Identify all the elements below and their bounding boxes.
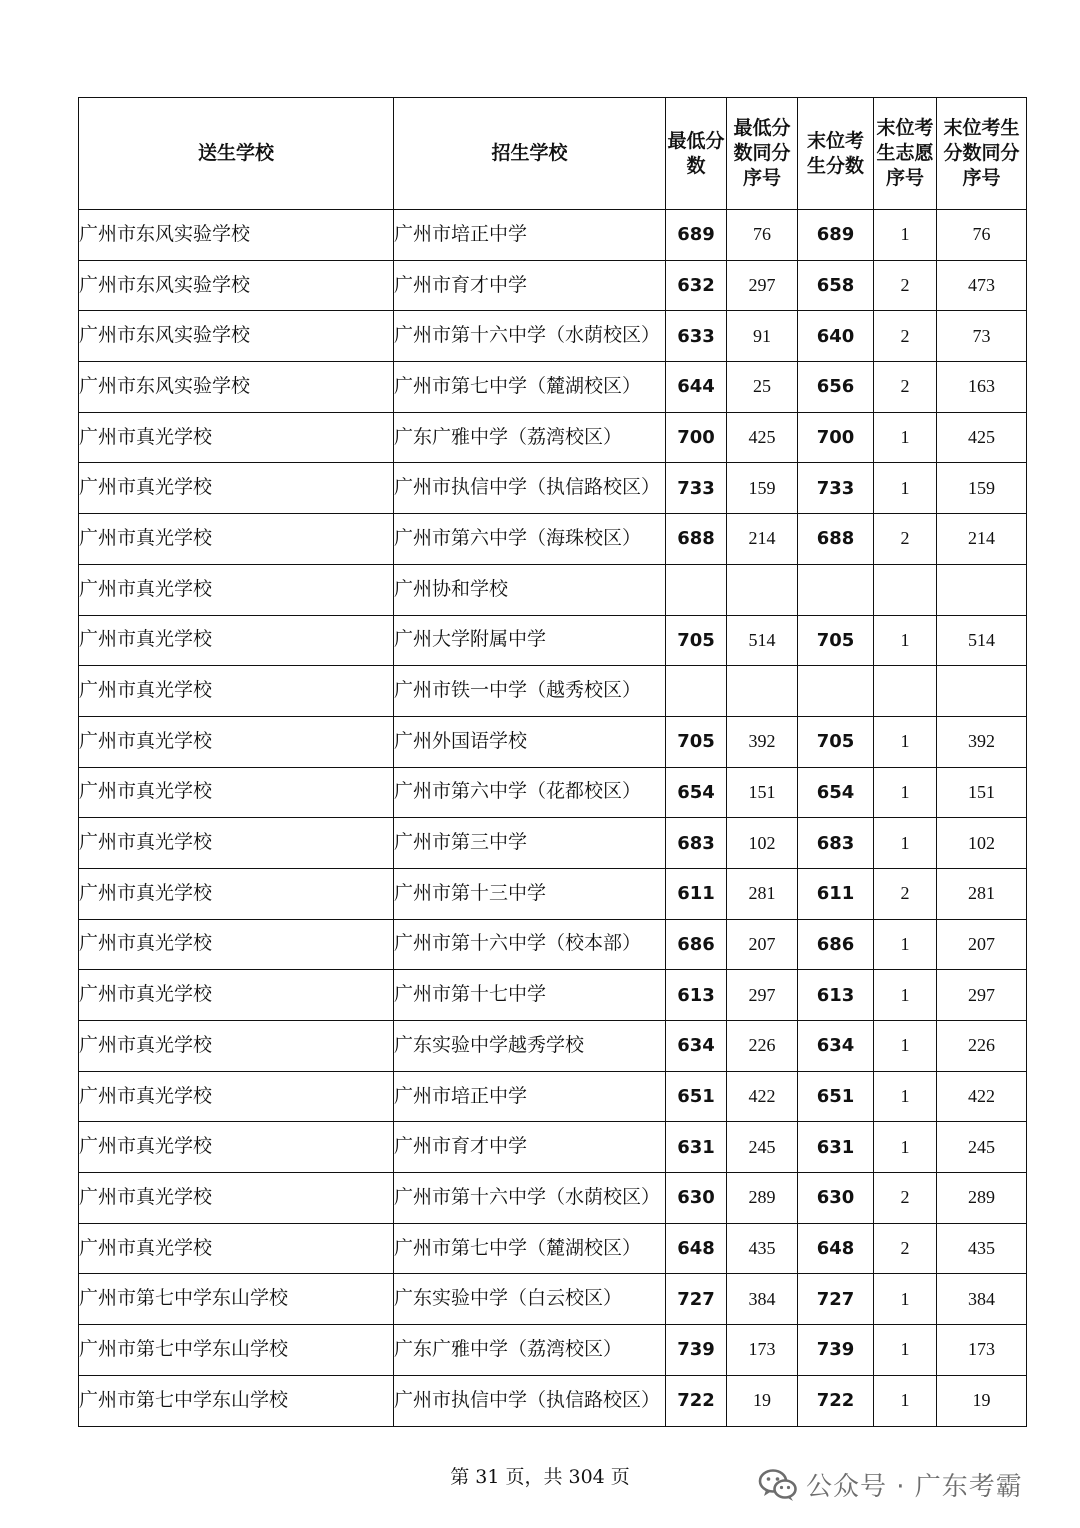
min-rank-cell: 384 bbox=[727, 1274, 798, 1325]
min-score-cell: 727 bbox=[666, 1274, 727, 1325]
recruiting-school-cell: 广州市第十六中学（水荫校区） bbox=[394, 311, 666, 362]
last-rank-cell: 514 bbox=[937, 615, 1027, 666]
table-row bbox=[79, 1274, 1027, 1325]
recruiting-school-cell: 广东广雅中学（荔湾校区） bbox=[394, 1325, 666, 1376]
recruiting-school-cell: 广州市第十三中学 bbox=[394, 868, 666, 919]
sender-school-cell: 广州市真光学校 bbox=[79, 970, 394, 1021]
last-score-cell: 686 bbox=[798, 919, 874, 970]
header-sender-school: 送生学校 bbox=[79, 98, 394, 210]
last-rank-cell: 435 bbox=[937, 1223, 1027, 1274]
sender-school-cell: 广州市真光学校 bbox=[79, 463, 394, 514]
sender-school-cell: 广州市真光学校 bbox=[79, 868, 394, 919]
sender-school-cell: 广州市真光学校 bbox=[79, 412, 394, 463]
last-score-cell bbox=[798, 666, 874, 717]
min-rank-cell: 297 bbox=[727, 970, 798, 1021]
min-rank-cell: 514 bbox=[727, 615, 798, 666]
wechat-icon bbox=[758, 1468, 798, 1502]
recruiting-school-cell: 广州大学附属中学 bbox=[394, 615, 666, 666]
recruiting-school-cell: 广州市培正中学 bbox=[394, 210, 666, 261]
min-score-cell bbox=[666, 666, 727, 717]
table-row bbox=[79, 919, 1027, 970]
table-row bbox=[79, 362, 1027, 413]
last-rank-cell: 207 bbox=[937, 919, 1027, 970]
min-rank-cell: 297 bbox=[727, 260, 798, 311]
table-row bbox=[79, 210, 1027, 261]
last-rank-cell: 226 bbox=[937, 1021, 1027, 1072]
recruiting-school-cell: 广州市执信中学（执信路校区） bbox=[394, 1375, 666, 1426]
sender-school-cell: 广州市第七中学东山学校 bbox=[79, 1375, 394, 1426]
min-rank-cell: 289 bbox=[727, 1173, 798, 1224]
min-rank-cell bbox=[727, 564, 798, 615]
last-rank-cell: 392 bbox=[937, 716, 1027, 767]
recruiting-school-cell: 广东广雅中学（荔湾校区） bbox=[394, 412, 666, 463]
min-score-cell: 632 bbox=[666, 260, 727, 311]
last-choice-cell: 1 bbox=[874, 1274, 937, 1325]
min-rank-cell: 173 bbox=[727, 1325, 798, 1376]
last-choice-cell: 2 bbox=[874, 260, 937, 311]
table-row bbox=[79, 1325, 1027, 1376]
table-row bbox=[79, 970, 1027, 1021]
last-score-cell: 630 bbox=[798, 1173, 874, 1224]
page-number-footer: 第 31 页，共 304 页 bbox=[450, 1466, 630, 1488]
last-rank-cell: 384 bbox=[937, 1274, 1027, 1325]
last-choice-cell: 2 bbox=[874, 514, 937, 565]
last-choice-cell: 1 bbox=[874, 818, 937, 869]
last-choice-cell: 1 bbox=[874, 1122, 937, 1173]
last-score-cell: 631 bbox=[798, 1122, 874, 1173]
sender-school-cell: 广州市东风实验学校 bbox=[79, 362, 394, 413]
recruiting-school-cell: 广州市第七中学（麓湖校区） bbox=[394, 362, 666, 413]
min-score-cell: 739 bbox=[666, 1325, 727, 1376]
table-row bbox=[79, 311, 1027, 362]
recruiting-school-cell: 广州市育才中学 bbox=[394, 1122, 666, 1173]
last-score-cell: 722 bbox=[798, 1375, 874, 1426]
last-rank-cell: 163 bbox=[937, 362, 1027, 413]
min-score-cell: 722 bbox=[666, 1375, 727, 1426]
min-score-cell: 613 bbox=[666, 970, 727, 1021]
min-score-cell: 634 bbox=[666, 1021, 727, 1072]
sender-school-cell: 广州市真光学校 bbox=[79, 564, 394, 615]
last-score-cell: 634 bbox=[798, 1021, 874, 1072]
last-choice-cell: 1 bbox=[874, 412, 937, 463]
min-score-cell: 611 bbox=[666, 868, 727, 919]
last-score-cell: 688 bbox=[798, 514, 874, 565]
sender-school-cell: 广州市东风实验学校 bbox=[79, 210, 394, 261]
sender-school-cell: 广州市第七中学东山学校 bbox=[79, 1325, 394, 1376]
sender-school-cell: 广州市真光学校 bbox=[79, 1071, 394, 1122]
table-row bbox=[79, 666, 1027, 717]
header-min-score: 最低分数 bbox=[666, 98, 727, 210]
last-rank-cell: 289 bbox=[937, 1173, 1027, 1224]
min-rank-cell: 281 bbox=[727, 868, 798, 919]
table-body bbox=[79, 210, 1027, 1427]
last-score-cell: 656 bbox=[798, 362, 874, 413]
min-rank-cell: 76 bbox=[727, 210, 798, 261]
recruiting-school-cell: 广州市第十六中学（水荫校区） bbox=[394, 1173, 666, 1224]
min-score-cell: 686 bbox=[666, 919, 727, 970]
sender-school-cell: 广州市真光学校 bbox=[79, 1173, 394, 1224]
last-choice-cell: 1 bbox=[874, 210, 937, 261]
last-choice-cell: 1 bbox=[874, 919, 937, 970]
min-score-cell: 648 bbox=[666, 1223, 727, 1274]
table-row bbox=[79, 818, 1027, 869]
table-row bbox=[79, 1071, 1027, 1122]
min-rank-cell: 91 bbox=[727, 311, 798, 362]
sender-school-cell: 广州市真光学校 bbox=[79, 1223, 394, 1274]
sender-school-cell: 广州市真光学校 bbox=[79, 1122, 394, 1173]
last-rank-cell: 473 bbox=[937, 260, 1027, 311]
table-row bbox=[79, 1375, 1027, 1426]
header-last-choice: 末位考生志愿序号 bbox=[874, 98, 937, 210]
recruiting-school-cell: 广州市第十六中学（校本部） bbox=[394, 919, 666, 970]
table-row bbox=[79, 564, 1027, 615]
recruiting-school-cell: 广州协和学校 bbox=[394, 564, 666, 615]
last-score-cell: 705 bbox=[798, 716, 874, 767]
sender-school-cell: 广州市东风实验学校 bbox=[79, 260, 394, 311]
min-rank-cell: 425 bbox=[727, 412, 798, 463]
last-rank-cell: 214 bbox=[937, 514, 1027, 565]
last-choice-cell: 2 bbox=[874, 311, 937, 362]
recruiting-school-cell: 广州市育才中学 bbox=[394, 260, 666, 311]
last-rank-cell: 76 bbox=[937, 210, 1027, 261]
recruiting-school-cell: 广东实验中学越秀学校 bbox=[394, 1021, 666, 1072]
recruiting-school-cell: 广州市第七中学（麓湖校区） bbox=[394, 1223, 666, 1274]
min-score-cell: 705 bbox=[666, 615, 727, 666]
min-rank-cell: 207 bbox=[727, 919, 798, 970]
sender-school-cell: 广州市真光学校 bbox=[79, 615, 394, 666]
min-score-cell: 630 bbox=[666, 1173, 727, 1224]
recruiting-school-cell: 广州市铁一中学（越秀校区） bbox=[394, 666, 666, 717]
last-rank-cell: 159 bbox=[937, 463, 1027, 514]
last-rank-cell: 151 bbox=[937, 767, 1027, 818]
min-rank-cell: 226 bbox=[727, 1021, 798, 1072]
min-score-cell bbox=[666, 564, 727, 615]
recruiting-school-cell: 广州市第六中学（海珠校区） bbox=[394, 514, 666, 565]
last-rank-cell: 425 bbox=[937, 412, 1027, 463]
table-header bbox=[79, 98, 1027, 210]
table-row bbox=[79, 1173, 1027, 1224]
table-row bbox=[79, 1122, 1027, 1173]
last-choice-cell: 1 bbox=[874, 716, 937, 767]
last-choice-cell bbox=[874, 666, 937, 717]
min-rank-cell: 19 bbox=[727, 1375, 798, 1426]
sender-school-cell: 广州市真光学校 bbox=[79, 919, 394, 970]
last-score-cell: 648 bbox=[798, 1223, 874, 1274]
table-row bbox=[79, 767, 1027, 818]
min-score-cell: 631 bbox=[666, 1122, 727, 1173]
last-score-cell: 733 bbox=[798, 463, 874, 514]
last-choice-cell: 2 bbox=[874, 1173, 937, 1224]
last-choice-cell: 1 bbox=[874, 1375, 937, 1426]
table-row bbox=[79, 463, 1027, 514]
recruiting-school-cell: 广州市第十七中学 bbox=[394, 970, 666, 1021]
last-choice-cell: 2 bbox=[874, 868, 937, 919]
min-rank-cell bbox=[727, 666, 798, 717]
last-score-cell bbox=[798, 564, 874, 615]
last-rank-cell: 73 bbox=[937, 311, 1027, 362]
last-score-cell: 651 bbox=[798, 1071, 874, 1122]
min-score-cell: 700 bbox=[666, 412, 727, 463]
recruiting-school-cell: 广州市第三中学 bbox=[394, 818, 666, 869]
sender-school-cell: 广州市真光学校 bbox=[79, 716, 394, 767]
last-choice-cell: 1 bbox=[874, 970, 937, 1021]
watermark bbox=[758, 1466, 1023, 1503]
last-rank-cell: 19 bbox=[937, 1375, 1027, 1426]
recruiting-school-cell: 广州市第六中学（花都校区） bbox=[394, 767, 666, 818]
last-score-cell: 700 bbox=[798, 412, 874, 463]
table-row bbox=[79, 615, 1027, 666]
header-recruiting-school: 招生学校 bbox=[394, 98, 666, 210]
min-rank-cell: 435 bbox=[727, 1223, 798, 1274]
last-score-cell: 727 bbox=[798, 1274, 874, 1325]
header-last-score: 末位考生分数 bbox=[798, 98, 874, 210]
min-rank-cell: 102 bbox=[727, 818, 798, 869]
sender-school-cell: 广州市真光学校 bbox=[79, 818, 394, 869]
last-choice-cell: 1 bbox=[874, 463, 937, 514]
table-row bbox=[79, 868, 1027, 919]
watermark-text: 公众号 · 广东考霸 bbox=[806, 1472, 1023, 1502]
min-rank-cell: 25 bbox=[727, 362, 798, 413]
sender-school-cell: 广州市真光学校 bbox=[79, 1021, 394, 1072]
min-score-cell: 688 bbox=[666, 514, 727, 565]
min-rank-cell: 159 bbox=[727, 463, 798, 514]
min-rank-cell: 151 bbox=[727, 767, 798, 818]
last-score-cell: 683 bbox=[798, 818, 874, 869]
last-score-cell: 739 bbox=[798, 1325, 874, 1376]
last-rank-cell: 422 bbox=[937, 1071, 1027, 1122]
last-choice-cell: 1 bbox=[874, 767, 937, 818]
last-score-cell: 689 bbox=[798, 210, 874, 261]
admission-score-table bbox=[78, 97, 1027, 1427]
last-rank-cell: 173 bbox=[937, 1325, 1027, 1376]
recruiting-school-cell: 广州外国语学校 bbox=[394, 716, 666, 767]
last-score-cell: 611 bbox=[798, 868, 874, 919]
recruiting-school-cell: 广东实验中学（白云校区） bbox=[394, 1274, 666, 1325]
header-last-score-rank: 末位考生分数同分序号 bbox=[937, 98, 1027, 210]
min-score-cell: 683 bbox=[666, 818, 727, 869]
last-score-cell: 654 bbox=[798, 767, 874, 818]
table-row bbox=[79, 412, 1027, 463]
last-score-cell: 705 bbox=[798, 615, 874, 666]
min-rank-cell: 392 bbox=[727, 716, 798, 767]
last-choice-cell: 1 bbox=[874, 1021, 937, 1072]
min-score-cell: 705 bbox=[666, 716, 727, 767]
recruiting-school-cell: 广州市执信中学（执信路校区） bbox=[394, 463, 666, 514]
last-rank-cell: 102 bbox=[937, 818, 1027, 869]
last-rank-cell: 297 bbox=[937, 970, 1027, 1021]
last-choice-cell: 1 bbox=[874, 1071, 937, 1122]
last-rank-cell bbox=[937, 666, 1027, 717]
min-score-cell: 654 bbox=[666, 767, 727, 818]
last-score-cell: 640 bbox=[798, 311, 874, 362]
sender-school-cell: 广州市真光学校 bbox=[79, 666, 394, 717]
table-row bbox=[79, 716, 1027, 767]
min-rank-cell: 245 bbox=[727, 1122, 798, 1173]
header-min-score-rank: 最低分数同分序号 bbox=[727, 98, 798, 210]
sender-school-cell: 广州市真光学校 bbox=[79, 767, 394, 818]
last-choice-cell: 2 bbox=[874, 1223, 937, 1274]
table-row bbox=[79, 1021, 1027, 1072]
sender-school-cell: 广州市东风实验学校 bbox=[79, 311, 394, 362]
last-rank-cell: 281 bbox=[937, 868, 1027, 919]
recruiting-school-cell: 广州市培正中学 bbox=[394, 1071, 666, 1122]
min-score-cell: 733 bbox=[666, 463, 727, 514]
last-score-cell: 658 bbox=[798, 260, 874, 311]
last-choice-cell: 1 bbox=[874, 615, 937, 666]
last-rank-cell: 245 bbox=[937, 1122, 1027, 1173]
min-score-cell: 651 bbox=[666, 1071, 727, 1122]
table-row bbox=[79, 1223, 1027, 1274]
table-row bbox=[79, 260, 1027, 311]
last-rank-cell bbox=[937, 564, 1027, 615]
sender-school-cell: 广州市第七中学东山学校 bbox=[79, 1274, 394, 1325]
last-score-cell: 613 bbox=[798, 970, 874, 1021]
min-score-cell: 689 bbox=[666, 210, 727, 261]
min-score-cell: 633 bbox=[666, 311, 727, 362]
sender-school-cell: 广州市真光学校 bbox=[79, 514, 394, 565]
min-rank-cell: 214 bbox=[727, 514, 798, 565]
table-row bbox=[79, 514, 1027, 565]
min-score-cell: 644 bbox=[666, 362, 727, 413]
last-choice-cell: 2 bbox=[874, 362, 937, 413]
last-choice-cell: 1 bbox=[874, 1325, 937, 1376]
last-choice-cell bbox=[874, 564, 937, 615]
min-rank-cell: 422 bbox=[727, 1071, 798, 1122]
